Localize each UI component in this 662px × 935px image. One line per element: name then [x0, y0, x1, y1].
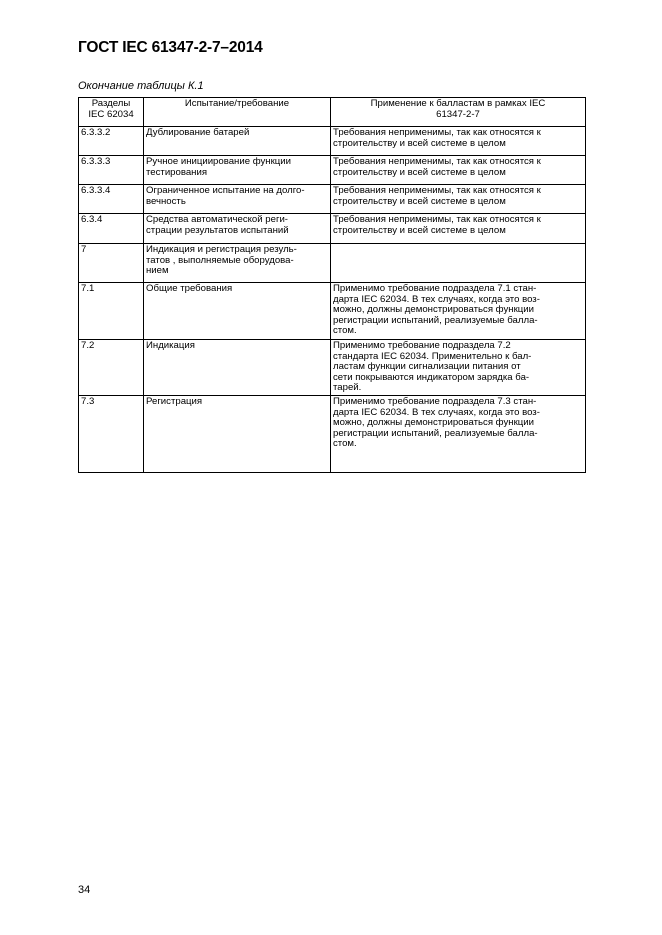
- test-cell: Общие требования: [144, 283, 331, 340]
- application-cell: Применимо требование подраздела 7.1 стан- дарта IEC 62034. В тех случаях, когда это воз- можно, должны демонстрироваться функции регистрации испытаний, реализуемые балла- стом.: [331, 283, 586, 340]
- table-row: [79, 127, 586, 156]
- application-cell: [331, 244, 586, 283]
- table-row: [79, 283, 586, 340]
- table-row: [79, 396, 586, 473]
- section-cell: 6.3.3.3: [79, 156, 144, 185]
- test-cell: Средства автоматической реги- страции результатов испытаний: [144, 214, 331, 244]
- section-cell: 6.3.3.4: [79, 185, 144, 214]
- section-cell: 7: [79, 244, 144, 283]
- section-cell: 6.3.4: [79, 214, 144, 244]
- table-row: [79, 340, 586, 396]
- section-cell: 6.3.3.2: [79, 127, 144, 156]
- table-row: [79, 185, 586, 214]
- test-cell: Дублирование батарей: [144, 127, 331, 156]
- section-cell: 7.3: [79, 396, 144, 473]
- table-k1: [78, 97, 586, 473]
- table-row: [79, 214, 586, 244]
- test-cell: Ограниченное испытание на долго- вечность: [144, 185, 331, 214]
- column-header-application: Применение к балластам в рамках IEC 61347-2-7: [331, 98, 586, 127]
- test-cell: Регистрация: [144, 396, 331, 473]
- section-cell: 7.1: [79, 283, 144, 340]
- table-row: [79, 156, 586, 185]
- application-cell: Применимо требование подраздела 7.3 стан- дарта IEC 62034. В тех случаях, когда это воз- можно, должны демонстрироваться функции регистрации испытаний, реализуемые балла- стом.: [331, 396, 586, 473]
- table-row: [79, 244, 586, 283]
- document-header: ГОСТ IEC 61347-2-7–2014: [78, 39, 263, 56]
- test-cell: Ручное инициирование функции тестирования: [144, 156, 331, 185]
- column-header-section: Разделы IEC 62034: [79, 98, 144, 127]
- application-cell: Требования неприменимы, так как относятся к строительству и всей системе в целом: [331, 185, 586, 214]
- page-number: 34: [78, 884, 91, 896]
- section-cell: 7.2: [79, 340, 144, 396]
- application-cell: Требования неприменимы, так как относятся к строительству и всей системе в целом: [331, 127, 586, 156]
- table-caption: Окончание таблицы К.1: [78, 80, 204, 92]
- application-cell: Требования неприменимы, так как относятся к строительству и всей системе в целом: [331, 156, 586, 185]
- column-header-test: Испытание/требование: [144, 98, 331, 127]
- table-header-row: [79, 98, 586, 127]
- application-cell: Применимо требование подраздела 7.2 стандарта IEC 62034. Применительно к бал- ластам функции сигнализации питания от сети покрываются индикатором зарядка ба- тарей.: [331, 340, 586, 396]
- application-cell: Требования неприменимы, так как относятся к строительству и всей системе в целом: [331, 214, 586, 244]
- test-cell: Индикация: [144, 340, 331, 396]
- test-cell: Индикация и регистрация резуль- татов , выполняемые оборудова- нием: [144, 244, 331, 283]
